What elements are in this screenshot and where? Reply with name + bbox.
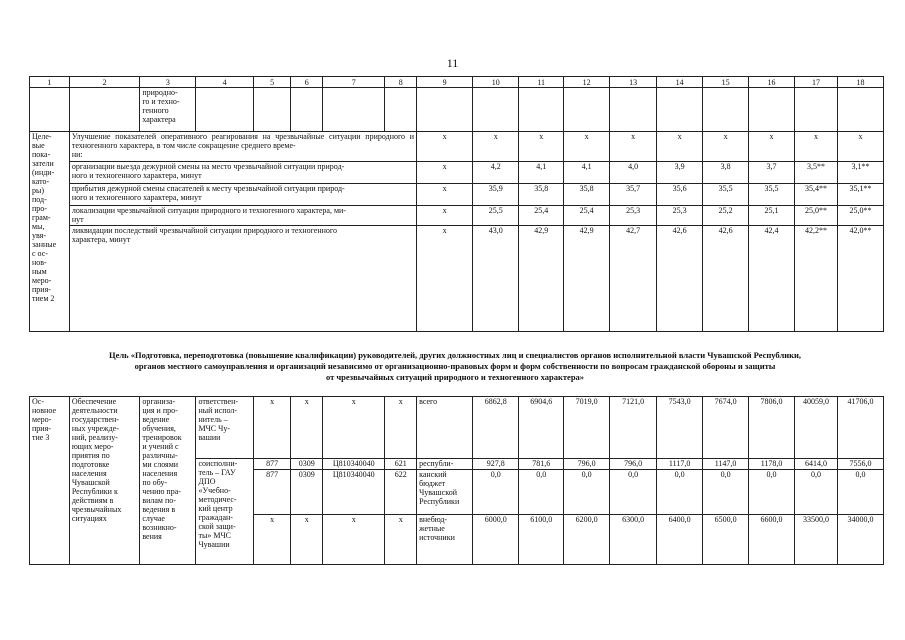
- activity-content: организа- ция и про- ведение обучения, тренировок и учений с различны- ми слоями населения по обу- чению пра- вилам по- ведения в случае возникно- вения: [140, 397, 196, 565]
- indicator-value: х: [473, 132, 519, 162]
- activity-label: Ос- новное меро- прия- тие 3: [30, 397, 70, 565]
- indicator-text: Улучшение показателей оперативного реагирования на чрезвычайные ситуации природного и техногенного характера, в том числе сокращение среднего време- ни:: [69, 132, 416, 162]
- indicator-value: 35,7: [610, 184, 657, 206]
- funding-source: всего: [417, 397, 473, 459]
- side-label: Целе- вые пока- затели (инди- като- ры) под- про- грам- мы, увя- занные с ос- нов- ным меро- прия- тием 2: [30, 132, 70, 332]
- indicator-value: 42,6: [657, 226, 703, 332]
- budget-code: Ц810340040: [323, 459, 385, 470]
- indicator-text: прибытия дежурной смены спасателей к месту чрезвычайной ситуации природ- ного и техногенного характера, минут: [69, 184, 416, 206]
- empty-cell: [417, 88, 473, 132]
- empty-cell: [749, 88, 795, 132]
- indicator-value: 25,5: [473, 206, 519, 226]
- indicator-value: х: [564, 132, 610, 162]
- funding-value: 40059,0: [795, 397, 838, 459]
- empty-cell: [291, 88, 323, 132]
- indicator-value: 42,9: [519, 226, 564, 332]
- indicator-value: х: [749, 132, 795, 162]
- funding-value: 0,0: [564, 470, 610, 515]
- budget-code: 0309: [291, 459, 323, 470]
- column-number: 18: [837, 77, 883, 88]
- funding-value: 796,0: [564, 459, 610, 470]
- funding-value: 0,0: [610, 470, 657, 515]
- indicator-value: 25,4: [519, 206, 564, 226]
- funding-value: 6414,0: [795, 459, 838, 470]
- indicator-value: х: [417, 162, 473, 184]
- empty-cell: [657, 88, 703, 132]
- funding-value: 1178,0: [749, 459, 795, 470]
- funding-value: 6000,0: [473, 515, 519, 565]
- indicator-value: 35,9: [473, 184, 519, 206]
- indicator-value: х: [657, 132, 703, 162]
- column-number: 11: [519, 77, 564, 88]
- funding-value: 0,0: [703, 470, 749, 515]
- funding-value: 6200,0: [564, 515, 610, 565]
- indicator-value: 4,0: [610, 162, 657, 184]
- empty-cell: [385, 88, 417, 132]
- budget-code: 0309: [291, 470, 323, 515]
- funding-value: 6862,8: [473, 397, 519, 459]
- column-number: 7: [323, 77, 385, 88]
- budget-code: х: [253, 397, 291, 459]
- column-number: 8: [385, 77, 417, 88]
- funding-value: 0,0: [749, 470, 795, 515]
- budget-code: х: [385, 515, 417, 565]
- indicator-text: организации выезда дежурной смены на место чрезвычайной ситуации природ- ного и техногенного характера, минут: [69, 162, 416, 184]
- funding-source: республи-: [417, 459, 473, 470]
- responsible-executor: ответствен- ный испол- нитель – МЧС Чу- вашии: [196, 397, 253, 459]
- empty-cell: [519, 88, 564, 132]
- budget-code: х: [385, 397, 417, 459]
- funding-value: 6904,6: [519, 397, 564, 459]
- funding-source: канский бюджет Чувашской Республики: [417, 470, 473, 515]
- indicator-value: 35,6: [657, 184, 703, 206]
- indicator-value: 4,1: [519, 162, 564, 184]
- activity-table: [29, 396, 884, 565]
- empty-cell: [837, 88, 883, 132]
- column-number: 9: [417, 77, 473, 88]
- empty-cell: [196, 88, 253, 132]
- indicator-value: 35,1**: [837, 184, 883, 206]
- column-number: 2: [69, 77, 139, 88]
- funding-value: 6600,0: [749, 515, 795, 565]
- funding-value: 34000,0: [837, 515, 883, 565]
- empty-cell: [473, 88, 519, 132]
- budget-code: х: [253, 515, 291, 565]
- indicator-value: 25,3: [657, 206, 703, 226]
- funding-value: 1147,0: [703, 459, 749, 470]
- indicator-value: 25,0**: [837, 206, 883, 226]
- indicator-row: [30, 132, 884, 162]
- column-number: 17: [795, 77, 838, 88]
- indicator-row: [30, 226, 884, 332]
- funding-value: 0,0: [795, 470, 838, 515]
- indicator-value: х: [417, 206, 473, 226]
- funding-value: 0,0: [837, 470, 883, 515]
- empty-cell: [564, 88, 610, 132]
- empty-cell: [253, 88, 291, 132]
- indicator-value: 42,7: [610, 226, 657, 332]
- continuation-row: [30, 88, 884, 132]
- indicator-value: 35,4**: [795, 184, 838, 206]
- indicator-value: 25,4: [564, 206, 610, 226]
- funding-value: 927,8: [473, 459, 519, 470]
- indicator-value: 25,0**: [795, 206, 838, 226]
- funding-value: 0,0: [473, 470, 519, 515]
- budget-code: х: [323, 397, 385, 459]
- indicator-text: ликвидации последствий чрезвычайной ситуации природного и техногенного характера, минут: [69, 226, 416, 332]
- funding-value: 7674,0: [703, 397, 749, 459]
- funding-value: 0,0: [657, 470, 703, 515]
- indicator-value: 42,4: [749, 226, 795, 332]
- column-number: 12: [564, 77, 610, 88]
- funding-source: внебюд- жетные источники: [417, 515, 473, 565]
- column-number: 3: [140, 77, 196, 88]
- goal-heading: Цель «Подготовка, переподготовка (повышение квалификации) руководителей, других должностных лиц и специалистов органов исполнительной власти Чувашской Республики, органов местного самоуправления и организаций независимо от организационно-правовых форм и форм собственности по вопросам гражданской обороны и защиты от чрезвычайных ситуаций природного и техногенного характера»: [108, 350, 802, 382]
- indicator-row: [30, 184, 884, 206]
- column-number: 15: [703, 77, 749, 88]
- empty-cell: [610, 88, 657, 132]
- indicator-value: 35,5: [749, 184, 795, 206]
- funding-value: 7543,0: [657, 397, 703, 459]
- column-number: 10: [473, 77, 519, 88]
- indicator-value: 4,1: [564, 162, 610, 184]
- budget-code: 622: [385, 470, 417, 515]
- indicators-table: [29, 76, 884, 332]
- column-number: 5: [253, 77, 291, 88]
- indicator-value: 3,5**: [795, 162, 838, 184]
- empty-cell: [323, 88, 385, 132]
- column-number: 1: [30, 77, 70, 88]
- column-number: 4: [196, 77, 253, 88]
- indicator-value: х: [703, 132, 749, 162]
- indicator-value: 42,2**: [795, 226, 838, 332]
- indicator-value: 42,9: [564, 226, 610, 332]
- funding-value: 7556,0: [837, 459, 883, 470]
- indicator-value: 35,8: [564, 184, 610, 206]
- indicator-row: [30, 162, 884, 184]
- indicator-value: 42,0**: [837, 226, 883, 332]
- indicator-value: 3,1**: [837, 162, 883, 184]
- funding-value: 6500,0: [703, 515, 749, 565]
- funding-value: 6400,0: [657, 515, 703, 565]
- budget-code: Ц810340040: [323, 470, 385, 515]
- funding-value: 6100,0: [519, 515, 564, 565]
- funding-value: 7806,0: [749, 397, 795, 459]
- indicator-value: 43,0: [473, 226, 519, 332]
- indicator-value: 42,6: [703, 226, 749, 332]
- indicator-value: х: [519, 132, 564, 162]
- page-number: 11: [446, 56, 459, 70]
- column-number: 13: [610, 77, 657, 88]
- indicator-value: 25,2: [703, 206, 749, 226]
- column-number: 6: [291, 77, 323, 88]
- funding-value: 0,0: [519, 470, 564, 515]
- co-executor: соисполни- тель – ГАУ ДПО «Учебно- методичес- кий центр гражадан- ской защи- ты» МЧС Чувашии: [196, 459, 253, 565]
- funding-value: 41706,0: [837, 397, 883, 459]
- indicator-value: 35,8: [519, 184, 564, 206]
- funding-value: 7019,0: [564, 397, 610, 459]
- indicator-value: 3,8: [703, 162, 749, 184]
- budget-code: 877: [253, 459, 291, 470]
- indicator-text: локализации чрезвычайной ситуации природного и техногенного характера, ми- нут: [69, 206, 416, 226]
- funding-value: 33500,0: [795, 515, 838, 565]
- indicator-value: х: [610, 132, 657, 162]
- funding-row: [30, 397, 884, 459]
- indicator-row: [30, 206, 884, 226]
- indicator-value: х: [795, 132, 838, 162]
- indicator-value: х: [837, 132, 883, 162]
- indicator-value: х: [417, 226, 473, 332]
- budget-code: х: [291, 515, 323, 565]
- funding-value: 1117,0: [657, 459, 703, 470]
- empty-cell: [703, 88, 749, 132]
- indicator-value: 25,3: [610, 206, 657, 226]
- indicator-value: 35,5: [703, 184, 749, 206]
- empty-cell: [69, 88, 139, 132]
- budget-code: 877: [253, 470, 291, 515]
- indicator-value: 3,9: [657, 162, 703, 184]
- empty-cell: [795, 88, 838, 132]
- funding-value: 7121,0: [610, 397, 657, 459]
- column-number-row: [30, 77, 884, 88]
- budget-code: х: [291, 397, 323, 459]
- funding-value: 6300,0: [610, 515, 657, 565]
- funding-value: 781,6: [519, 459, 564, 470]
- indicator-value: х: [417, 132, 473, 162]
- empty-cell: [30, 88, 70, 132]
- indicator-value: 25,1: [749, 206, 795, 226]
- indicator-value: 4,2: [473, 162, 519, 184]
- budget-code: х: [323, 515, 385, 565]
- budget-code: 621: [385, 459, 417, 470]
- funding-value: 796,0: [610, 459, 657, 470]
- indicator-value: х: [417, 184, 473, 206]
- column-number: 16: [749, 77, 795, 88]
- activity-description: Обеспечение деятельности государствен- ных учрежде- ний, реализу- ющих меро- приятия по подготовке населения Чувашской Республики к действиям в чрезвычайных ситуациях: [69, 397, 139, 565]
- continuation-text: природно- го и техно- генного характера: [140, 88, 196, 132]
- indicator-value: 3,7: [749, 162, 795, 184]
- column-number: 14: [657, 77, 703, 88]
